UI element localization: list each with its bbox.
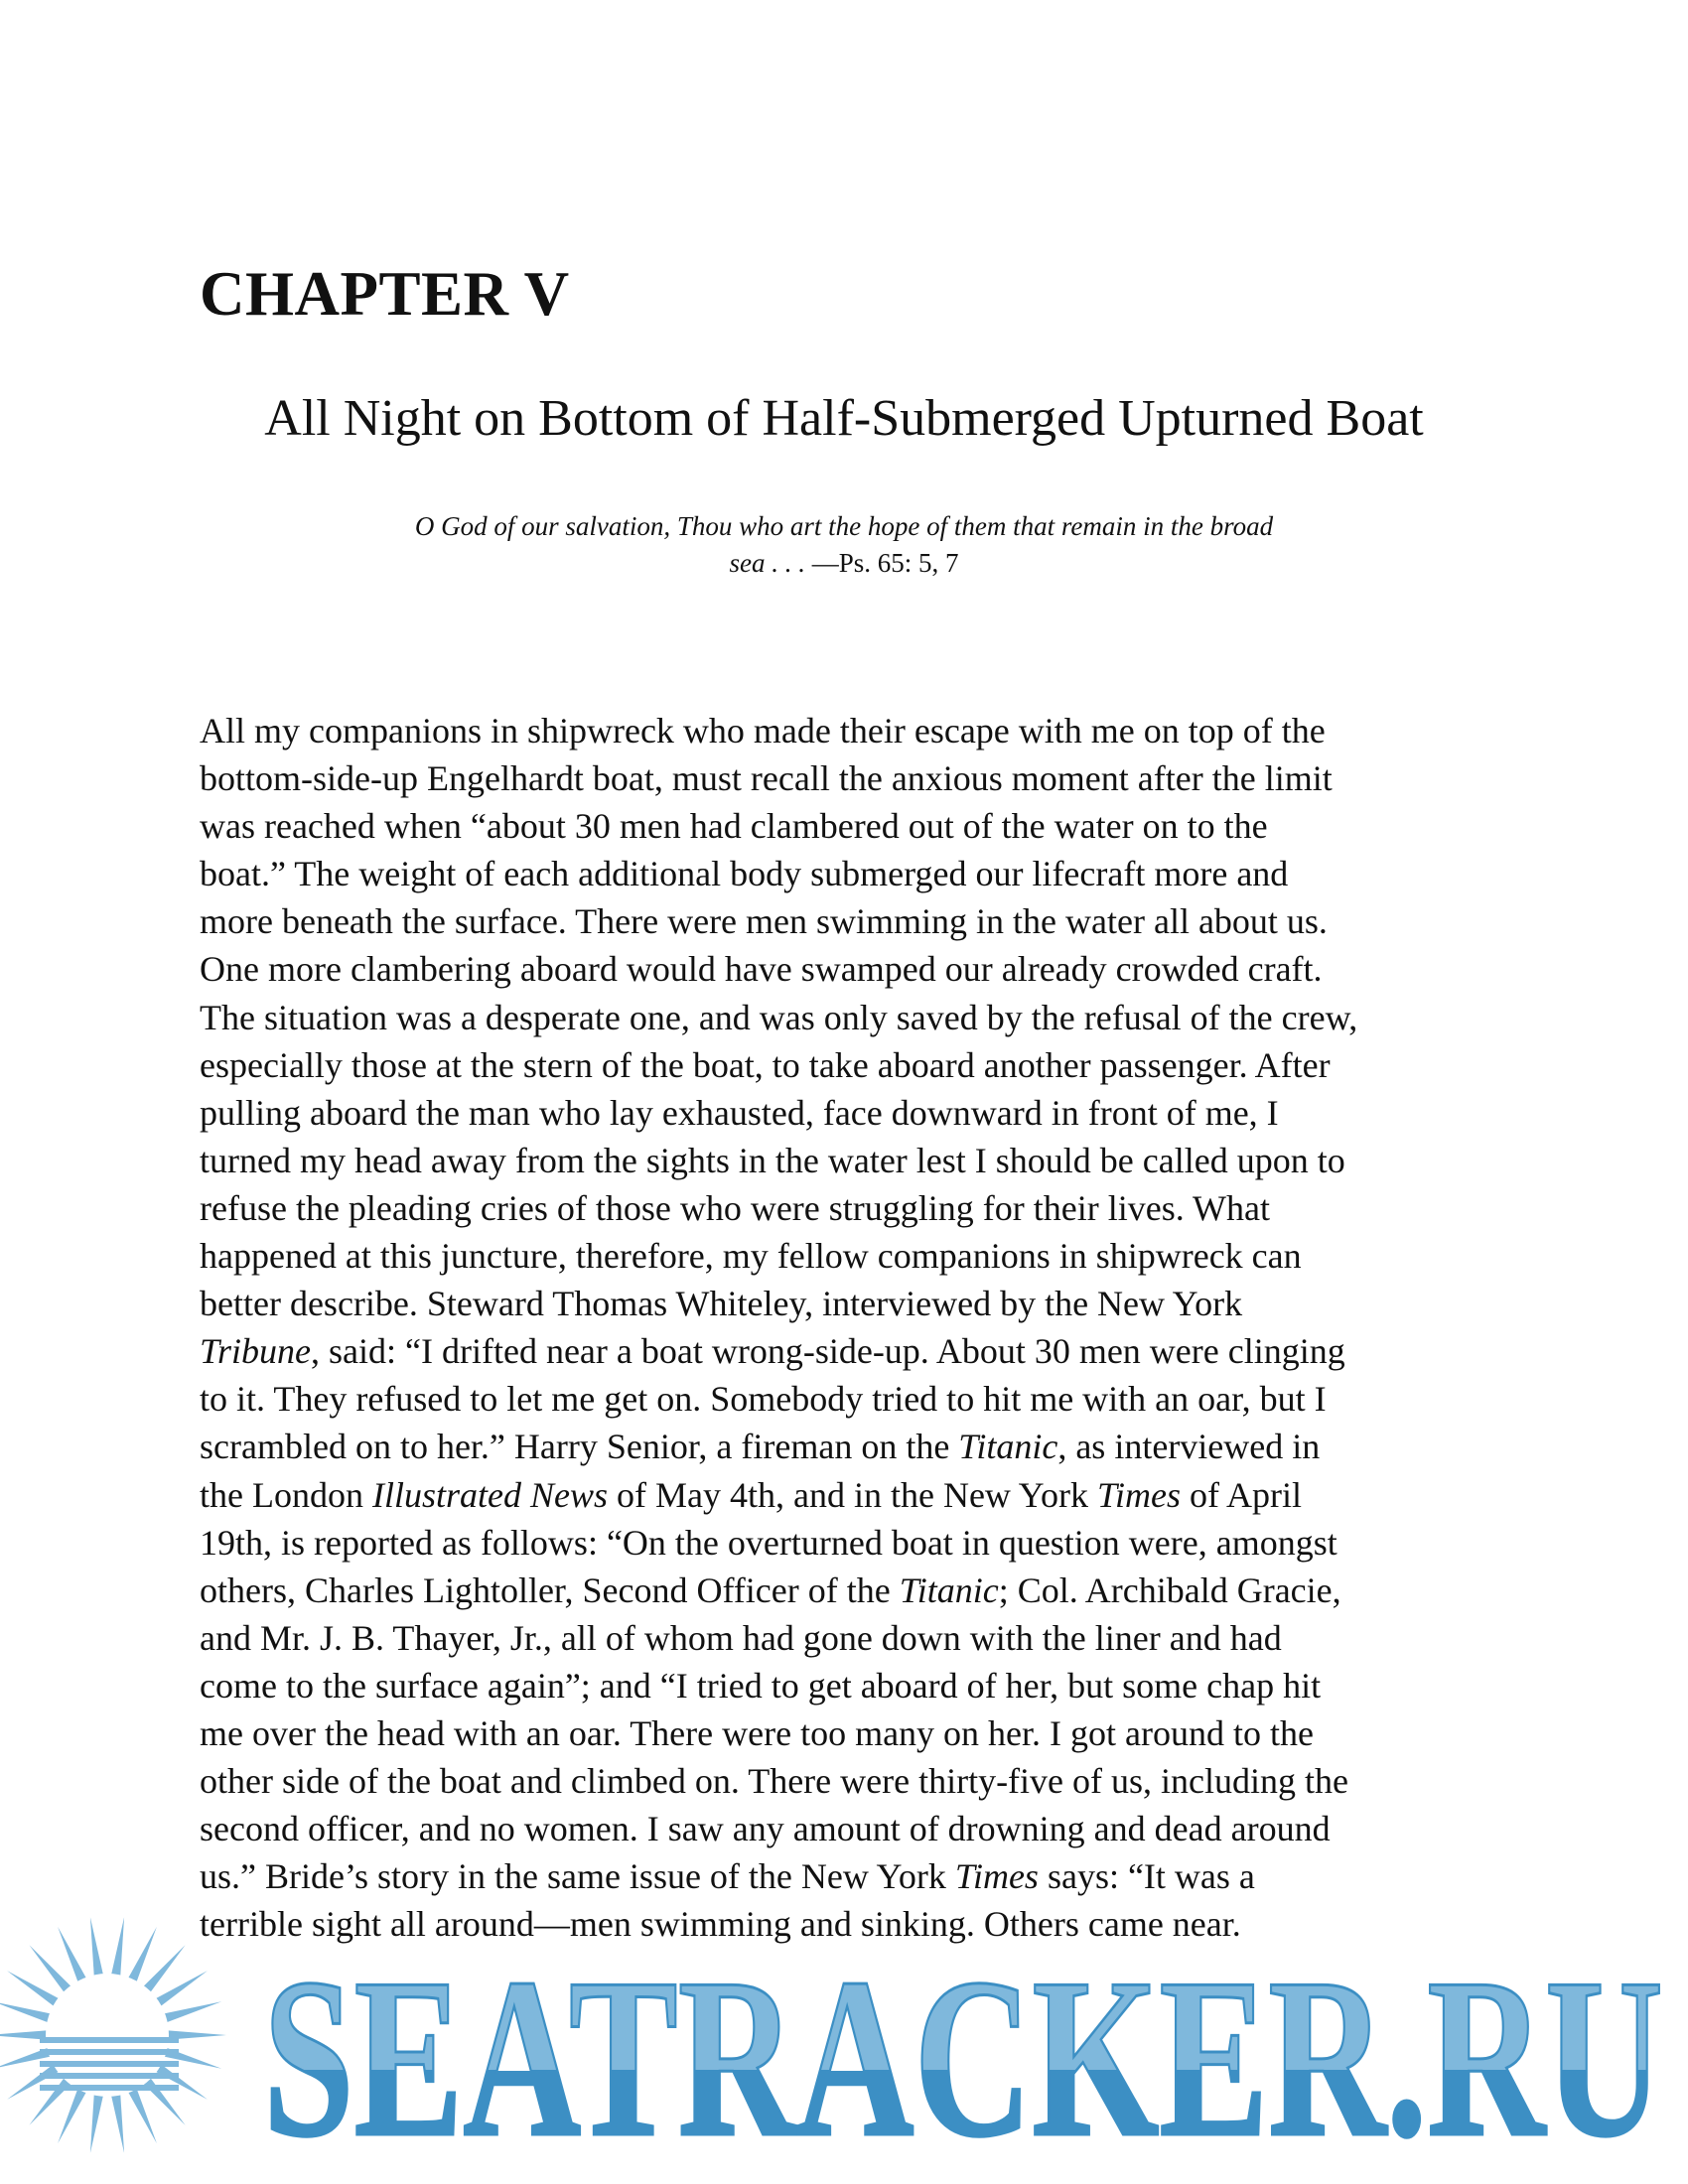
sun-ray bbox=[7, 1971, 60, 2006]
body-line-text: us.” Bride’s story in the same issue of the New York bbox=[200, 1856, 955, 1897]
body-line: was reached when “about 30 men had clambered out of the water on to the bbox=[200, 806, 1268, 847]
sun-ray bbox=[155, 1971, 208, 2006]
body-line: especially those at the stern of the boat, to take aboard another passenger. After bbox=[200, 1044, 1331, 1085]
sun-ray bbox=[143, 2077, 186, 2125]
body-line-text: others, Charles Lightoller, Second Officer of the bbox=[200, 1570, 900, 1610]
sun-ray bbox=[163, 2001, 221, 2022]
body-line bbox=[200, 1471, 1500, 1519]
body-line: better describe. Steward Thomas Whiteley, interviewed by the New York bbox=[200, 1284, 1243, 1324]
sun-icon bbox=[0, 1917, 226, 2153]
body-line: and Mr. J. B. Thayer, Jr., all of whom had gone down with the liner and had bbox=[200, 1617, 1282, 1658]
sun-ray bbox=[90, 1917, 103, 1977]
body-line: come to the surface again”; and “I tried to get aboard of her, but some chap hit bbox=[200, 1665, 1322, 1706]
epigraph bbox=[328, 508, 1360, 582]
epigraph-citation: —Ps. 65: 5, 7 bbox=[804, 548, 959, 578]
ship-name: Titanic bbox=[899, 1570, 999, 1610]
ship-name: Titanic bbox=[958, 1427, 1058, 1467]
sun-ray bbox=[7, 2063, 60, 2099]
body-line: other side of the boat and climbed on. There were thirty-five of us, including the bbox=[200, 1761, 1348, 1802]
sun-ray bbox=[111, 1917, 124, 1977]
body-line: happened at this juncture, therefore, my fellow companions in shipwreck can bbox=[200, 1236, 1302, 1277]
body-line: The situation was a desperate one, and was only saved by the refusal of the crew, bbox=[200, 997, 1358, 1037]
newspaper-name: Illustrated News bbox=[371, 1474, 608, 1515]
sun-ray bbox=[128, 1927, 157, 1983]
sun-ray bbox=[58, 1927, 86, 1983]
body-line: refuse the pleading cries of those who were struggling for their lives. What bbox=[200, 1187, 1271, 1228]
body-line: more beneath the surface. There were men swimming in the water all about us. bbox=[200, 901, 1328, 942]
watermark-text: SEATRACKER.RU bbox=[263, 1931, 1663, 2184]
body-line-text: the London bbox=[200, 1474, 372, 1515]
body-line-text: , said: “I drifted near a boat wrong-side-up. About 30 men were clinging bbox=[311, 1331, 1345, 1372]
body-line bbox=[200, 1423, 1500, 1470]
sun-ray bbox=[29, 2077, 71, 2125]
body-line: turned my head away from the sights in the water lest I should be called upon to bbox=[200, 1140, 1345, 1180]
body-line: to it. They refused to let me get on. Somebody tried to hit me with an oar, but I bbox=[200, 1379, 1327, 1420]
body-line-text: scrambled on to her.” Harry Senior, a fireman on the bbox=[200, 1427, 959, 1467]
body-line bbox=[200, 1852, 1500, 1900]
body-line: 19th, is reported as follows: “On the overturned boat in question were, amongst bbox=[200, 1522, 1337, 1563]
body-line: terrible sight all around—men swimming and sinking. Others came near. bbox=[200, 1904, 1241, 1945]
body-line: One more clambering aboard would have swamped our already crowded craft. bbox=[200, 949, 1323, 990]
body-line: boat.” The weight of each additional body submerged our lifecraft more and bbox=[200, 854, 1289, 894]
sun-ray bbox=[58, 2087, 86, 2143]
newspaper-name: Times bbox=[1096, 1474, 1181, 1515]
body-line: second officer, and no women. I saw any amount of drowning and dead around bbox=[200, 1809, 1331, 1849]
epigraph-quote-line-1: O God of our salvation, Thou who art the hope of them that remain in the broad bbox=[414, 511, 1274, 541]
sun-ray bbox=[111, 2094, 124, 2153]
sun-ray bbox=[143, 1945, 186, 1993]
body-line-text: of April bbox=[1181, 1474, 1302, 1515]
sun-ray bbox=[128, 2087, 157, 2143]
sun-ray bbox=[90, 2094, 103, 2153]
body-line: pulling aboard the man who lay exhausted, face downward in front of me, I bbox=[200, 1092, 1279, 1133]
newspaper-name: Times bbox=[954, 1856, 1039, 1897]
chapter-number: CHAPTER V bbox=[200, 259, 570, 329]
body-line bbox=[200, 1327, 1500, 1375]
body-line: me over the head with an oar. There were too many on her. I got around to the bbox=[200, 1712, 1314, 1753]
chapter-title: All Night on Bottom of Half-Submerged Upturned Boat bbox=[264, 390, 1424, 447]
body-line: bottom-side-up Engelhardt boat, must recall the anxious moment after the limit bbox=[200, 758, 1333, 799]
sun-ray bbox=[155, 2063, 208, 2099]
watermark-logo bbox=[0, 1916, 1688, 2184]
body-line-text: of May 4th, and in the New York bbox=[608, 1474, 1097, 1515]
body-line: All my companions in shipwreck who made their escape with me on top of the bbox=[200, 711, 1326, 751]
body-line bbox=[200, 1567, 1500, 1614]
epigraph-quote-line-2: sea . . . bbox=[729, 548, 805, 578]
body-line-text: says: “It was a bbox=[1038, 1856, 1255, 1897]
body-line-text: ; Col. Archibald Gracie, bbox=[998, 1570, 1341, 1610]
sun-ray bbox=[29, 1945, 71, 1993]
sun-ray bbox=[0, 2001, 52, 2022]
body-line-text: , as interviewed in bbox=[1057, 1427, 1321, 1467]
body-paragraph bbox=[200, 707, 1500, 1948]
newspaper-name: Tribune bbox=[200, 1331, 312, 1372]
